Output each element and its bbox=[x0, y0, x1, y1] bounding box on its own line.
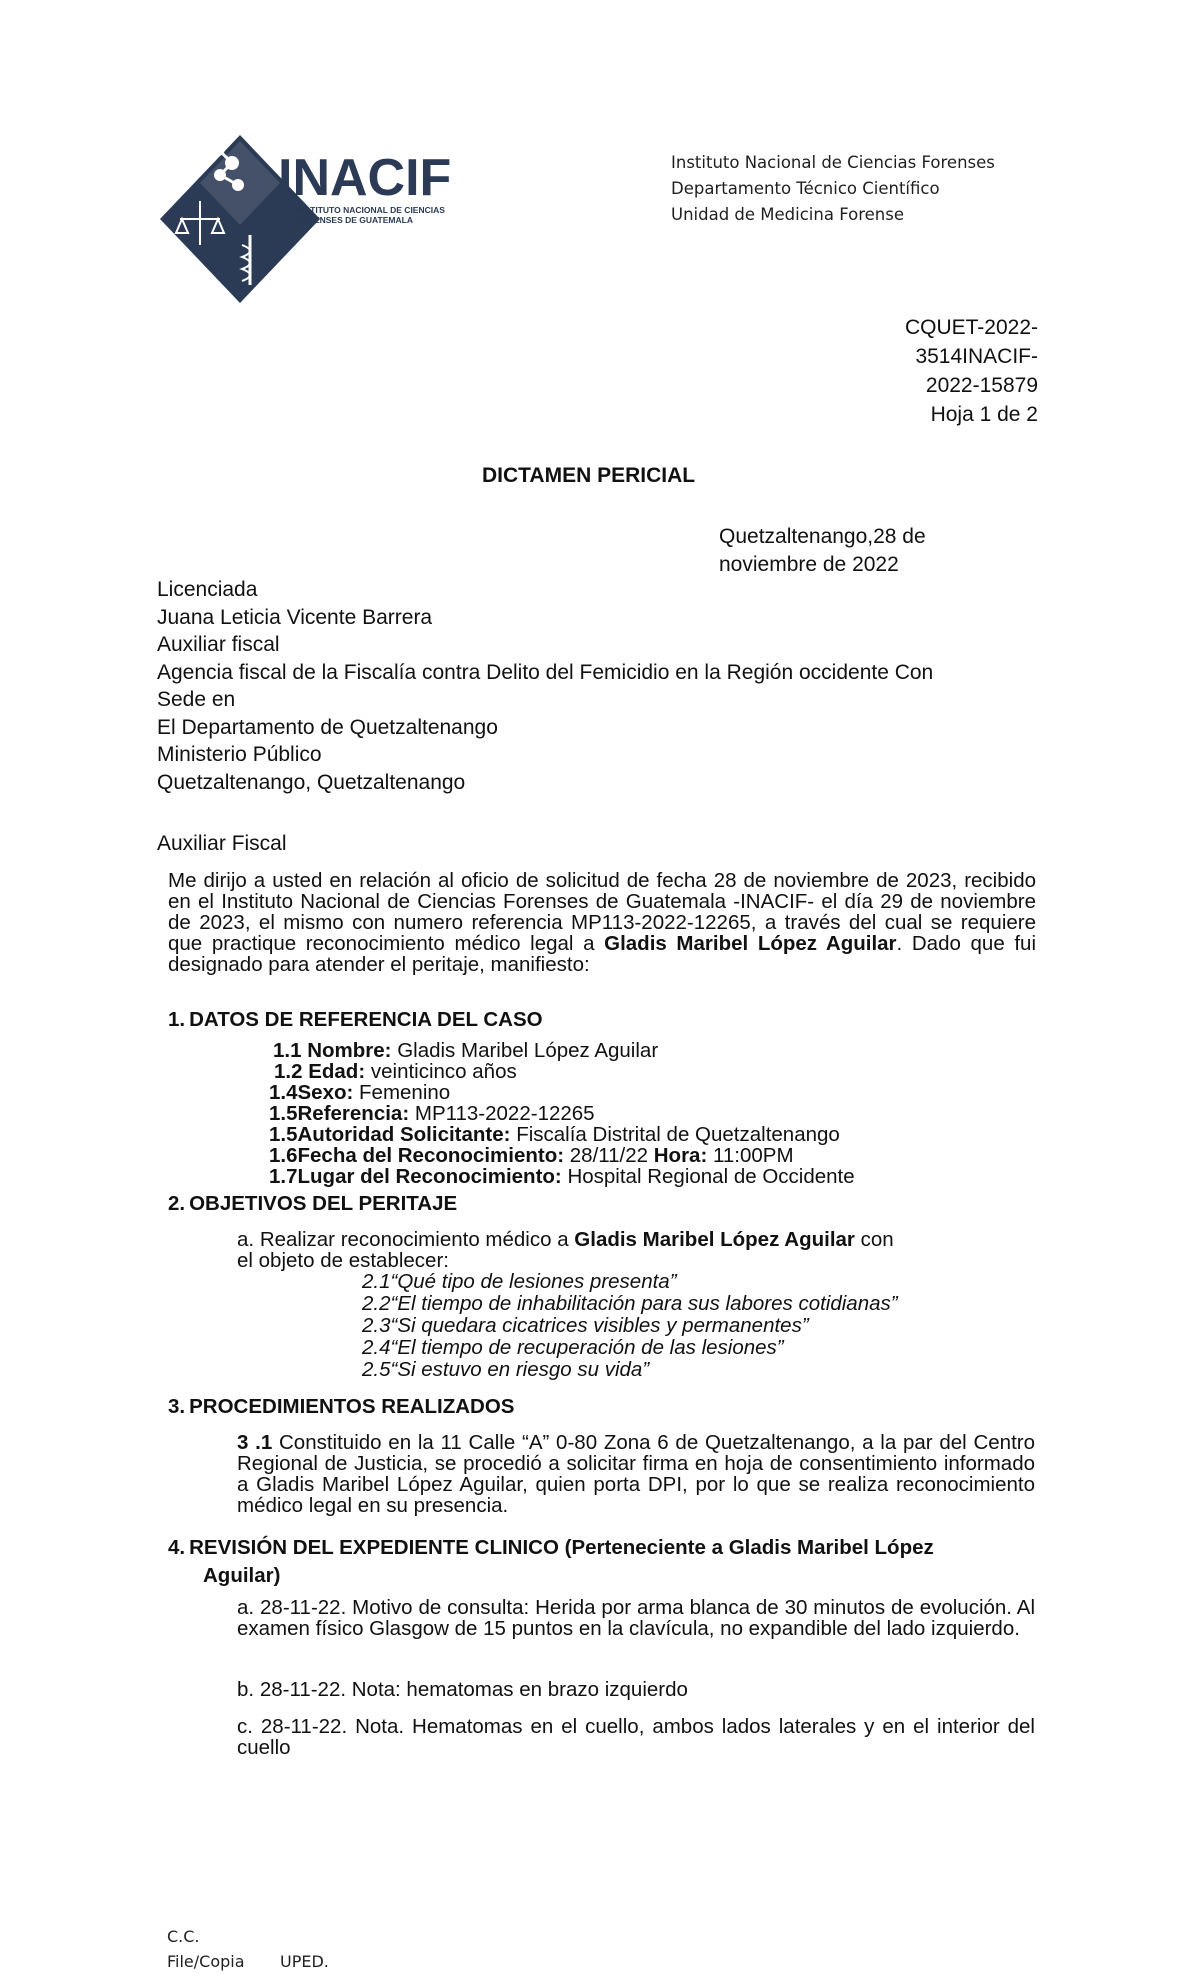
document-reference bbox=[905, 313, 1038, 429]
document-date bbox=[719, 523, 926, 579]
date-line: noviembre de 2022 bbox=[719, 553, 899, 576]
list-item: 1.7Lugar del Reconocimiento: Hospital Regional de Occidente bbox=[269, 1165, 855, 1188]
objective-questions bbox=[362, 1271, 898, 1381]
list-item: 2.1“Qué tipo de lesiones presenta” bbox=[362, 1270, 677, 1293]
address-line: Ministerio Público bbox=[157, 743, 322, 766]
list-item: 1.6Fecha del Reconocimiento: 28/11/22 Hora: 11:00PM bbox=[269, 1144, 794, 1167]
footer-file: File/Copia bbox=[167, 1952, 245, 1971]
address-line: Agencia fiscal de la Fiscalía contra Delito del Femicidio en la Región occidente Con bbox=[157, 660, 934, 684]
org-line: Unidad de Medicina Forense bbox=[671, 205, 904, 224]
date-line: Quetzaltenango,28 de bbox=[719, 525, 926, 548]
address-line: Auxiliar fiscal bbox=[157, 633, 280, 656]
list-item: 2.4“El tiempo de recuperación de las lesiones” bbox=[362, 1336, 784, 1359]
inacif-logo bbox=[160, 135, 460, 310]
objective-a: a. Realizar reconocimiento médico a Gladis Maribel López Aguilar con el objeto de establecer: bbox=[237, 1228, 894, 1272]
section-4-heading: 4. REVISIÓN DEL EXPEDIENTE CLINICO (Perteneciente a Gladis Maribel López Aguilar) bbox=[168, 1536, 934, 1587]
address-line: El Departamento de Quetzaltenango bbox=[157, 715, 498, 739]
address-line: Licenciada bbox=[157, 578, 258, 601]
list-item: 1.4Sexo: Femenino bbox=[269, 1081, 451, 1104]
reference-line: 3514INACIF- bbox=[915, 345, 1038, 368]
intro-paragraph: Me dirijo a usted en relación al oficio de solicitud de fecha 28 de noviembre de 2023, recibido en el Instituto Nacional de Ciencias Forenses de Guatemala -INACIF- el día 29 de noviembre de 2023, el mismo con numero referencia MP113-2022-12265, a través del cual se requiere que practique reconocimiento médico legal a Gladis Maribel López Aguilar. Dado que fui designado para atender el peritaje, manifiesto: bbox=[168, 869, 1036, 976]
page-indicator: Hoja 1 de 2 bbox=[930, 403, 1038, 426]
salutation: Auxiliar Fiscal bbox=[157, 832, 287, 855]
list-item: 2.3“Si quedara cicatrices visibles y permanentes” bbox=[362, 1314, 809, 1337]
list-item: a. 28-11-22. Motivo de consulta: Herida por arma blanca de 30 minutos de evolución. Al examen físico Glasgow de 15 puntos en la clavícula, no expandible del lado izquierdo. bbox=[237, 1596, 1036, 1640]
reference-line: CQUET-2022- bbox=[904, 316, 1038, 339]
svg-text:INSTITUTO NACIONAL DE CIENCIAS: INSTITUTO NACIONAL DE CIENCIAS bbox=[296, 205, 445, 215]
list-item: 1.5Autoridad Solicitante: Fiscalía Distrital de Quetzaltenango bbox=[269, 1123, 840, 1146]
svg-text:FORENSES DE GUATEMALA: FORENSES DE GUATEMALA bbox=[296, 215, 413, 225]
address-line: Quetzaltenango, Quetzaltenango bbox=[157, 770, 466, 794]
list-item: 1.5Referencia: MP113-2022-12265 bbox=[269, 1102, 595, 1125]
list-item: 2.2“El tiempo de inhabilitación para sus labores cotidianas” bbox=[362, 1292, 898, 1315]
footer-uped: UPED. bbox=[280, 1952, 329, 1971]
org-line: Departamento Técnico Científico bbox=[671, 179, 940, 198]
org-line: Instituto Nacional de Ciencias Forenses bbox=[671, 153, 995, 172]
section-1-heading: 1. DATOS DE REFERENCIA DEL CASO bbox=[168, 1008, 543, 1031]
reference-line: 2022-15879 bbox=[925, 374, 1038, 397]
inacif-logo-graphic bbox=[160, 135, 460, 310]
section-2-heading: 2. OBJETIVOS DEL PERITAJE bbox=[168, 1192, 458, 1215]
list-item: 2.5“Si estuvo en riesgo su vida” bbox=[362, 1358, 650, 1381]
section-3-heading: 3. PROCEDIMIENTOS REALIZADOS bbox=[168, 1395, 515, 1418]
recipient-address bbox=[157, 576, 1057, 796]
address-line: Juana Leticia Vicente Barrera bbox=[157, 605, 433, 629]
list-item: 1.2 Edad: veinticinco años bbox=[274, 1060, 517, 1083]
list-item: b. 28-11-22. Nota: hematomas en brazo izquierdo bbox=[237, 1678, 688, 1701]
case-data-list bbox=[269, 1040, 855, 1187]
footer-cc: C.C. bbox=[167, 1927, 200, 1946]
patient-name: Gladis Maribel López Aguilar bbox=[604, 932, 897, 955]
organization-header bbox=[671, 150, 995, 228]
document-title: DICTAMEN PERICIAL bbox=[482, 464, 696, 487]
address-line: Sede en bbox=[157, 688, 236, 711]
list-item: c. 28-11-22. Nota. Hematomas en el cuello, ambos lados laterales y en el interior del cuello bbox=[237, 1715, 1035, 1759]
procedure-paragraph: 3 .1 Constituido en la 11 Calle “A” 0-80 Zona 6 de Quetzaltenango, a la par del Centro Regional de Justicia, se procedió a solicitar firma en hoja de consentimiento informado a Gladis Maribel López Aguilar, quien porta DPI, por lo que se realiza reconocimiento médico legal en su presencia. bbox=[237, 1431, 1035, 1517]
list-item: 1.1 Nombre: Gladis Maribel López Aguilar bbox=[273, 1039, 659, 1062]
svg-text:INACIF: INACIF bbox=[278, 149, 452, 207]
